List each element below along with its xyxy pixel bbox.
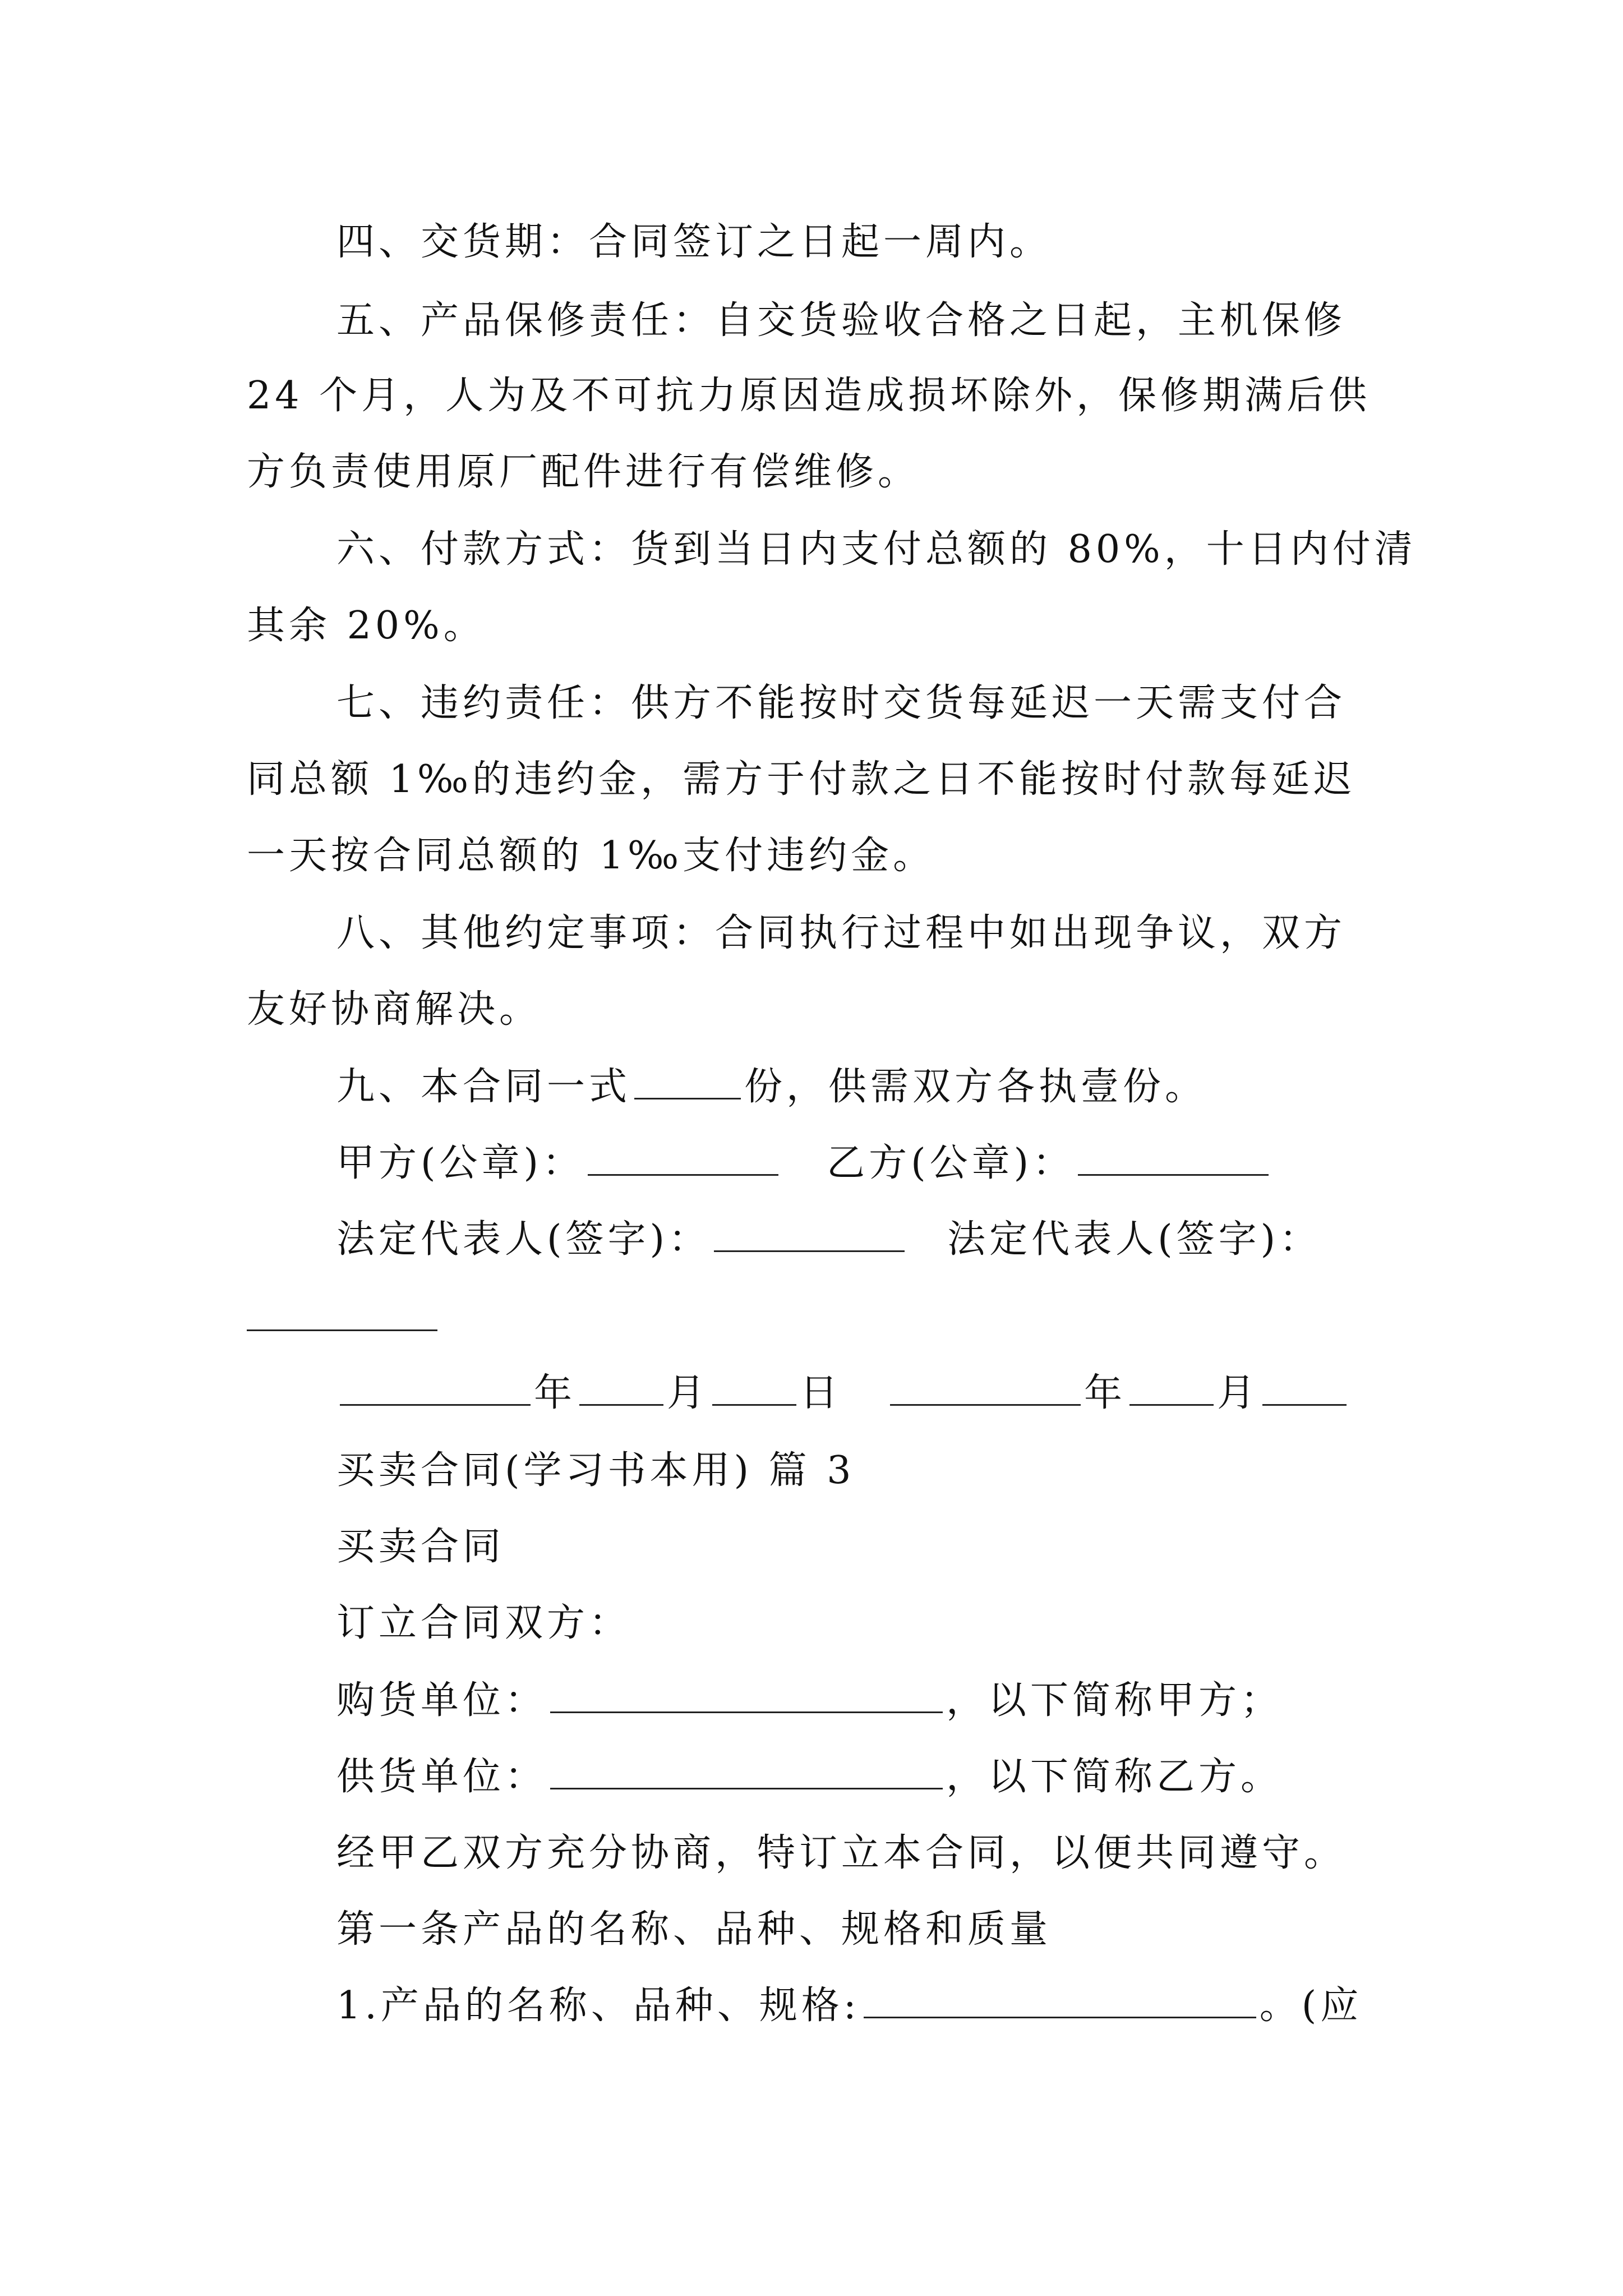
copies-blank[interactable] xyxy=(634,1097,741,1099)
clause-7-line-2: 同总额 1‰的违约金，需方于付款之日不能按时付款每延迟 xyxy=(247,757,1356,802)
date-a-month-blank[interactable] xyxy=(579,1404,663,1406)
seller-row xyxy=(336,1755,1283,1799)
party-a-rep-blank[interactable] xyxy=(714,1250,905,1252)
item-1-blank[interactable] xyxy=(864,2016,1256,2018)
party-b-seal-label: 乙方(公章)： xyxy=(827,1141,1075,1185)
clause-5-line-3: 方负责使用原厂配件进行有偿维修。 xyxy=(247,450,920,494)
date-a-day-label: 日 xyxy=(800,1371,842,1415)
date-b-day-blank[interactable] xyxy=(1262,1404,1347,1406)
clause-9-suffix: 份，供需双方各执壹份。 xyxy=(744,1065,1207,1109)
buyer-row xyxy=(336,1678,1283,1723)
date-a-year-blank[interactable] xyxy=(340,1404,531,1406)
item-1-label: 1.产品的名称、品种、规格: xyxy=(336,1984,860,2028)
party-a-seal-label: 甲方(公章)： xyxy=(336,1141,585,1185)
clause-5-line-2: 24 个月，人为及不可抗力原因造成损坏除外，保修期满后供 xyxy=(247,374,1371,418)
buyer-suffix: ，以下简称甲方； xyxy=(946,1678,1283,1723)
clause-6-line-2: 其余 20%。 xyxy=(247,604,486,648)
buyer-blank[interactable] xyxy=(550,1711,943,1713)
representative-row xyxy=(336,1217,1322,1262)
seller-label: 供货单位： xyxy=(336,1755,547,1799)
date-b-month-label: 月 xyxy=(1217,1371,1260,1415)
party-b-seal-blank[interactable] xyxy=(1078,1174,1269,1176)
parties-heading: 订立合同双方： xyxy=(336,1601,631,1645)
contract-title: 买卖合同 xyxy=(336,1525,505,1569)
date-a-day-blank[interactable] xyxy=(712,1404,796,1406)
party-b-rep-blank[interactable] xyxy=(247,1329,437,1331)
party-a-seal-blank[interactable] xyxy=(588,1174,778,1176)
party-a-rep-label: 法定代表人(签字)： xyxy=(336,1217,711,1262)
clause-5-line-1: 五、产品保修责任：自交货验收合格之日起，主机保修 xyxy=(336,298,1347,343)
date-b-year-label: 年 xyxy=(1084,1371,1127,1415)
clause-9 xyxy=(336,1065,1207,1109)
clause-4: 四、交货期：合同签订之日起一周内。 xyxy=(336,220,1052,264)
item-1-suffix: 。(应 xyxy=(1259,1984,1363,2028)
article-1-heading: 第一条产品的名称、品种、规格和质量 xyxy=(336,1907,1052,1952)
section-heading: 买卖合同(学习书本用) 篇 3 xyxy=(336,1448,855,1493)
clause-7-line-3: 一天按合同总额的 1‰支付违约金。 xyxy=(247,834,935,878)
clause-6-line-1: 六、付款方式：货到当日内支付总额的 80%，十日内付清 xyxy=(336,527,1417,572)
date-row xyxy=(336,1371,1350,1415)
clause-9-prefix: 九、本合同一式 xyxy=(336,1065,631,1109)
party-b-rep-label: 法定代表人(签字)： xyxy=(947,1217,1322,1262)
seller-suffix: ，以下简称乙方。 xyxy=(946,1755,1283,1799)
date-a-month-label: 月 xyxy=(667,1371,709,1415)
seller-blank[interactable] xyxy=(550,1787,943,1789)
clause-8-line-1: 八、其他约定事项：合同执行过程中如出现争议，双方 xyxy=(336,911,1347,955)
date-a-year-label: 年 xyxy=(534,1371,577,1415)
seal-row xyxy=(336,1141,1272,1185)
clause-8-line-2: 友好协商解决。 xyxy=(247,987,542,1032)
clause-7-line-1: 七、违约责任：供方不能按时交货每延迟一天需支付合 xyxy=(336,681,1347,725)
date-b-year-blank[interactable] xyxy=(890,1404,1081,1406)
buyer-label: 购货单位： xyxy=(336,1678,547,1723)
item-1-row xyxy=(336,1984,1363,2028)
date-b-month-blank[interactable] xyxy=(1129,1404,1214,1406)
consultation-clause: 经甲乙双方充分协商，特订立本合同，以便共同遵守。 xyxy=(336,1831,1347,1875)
